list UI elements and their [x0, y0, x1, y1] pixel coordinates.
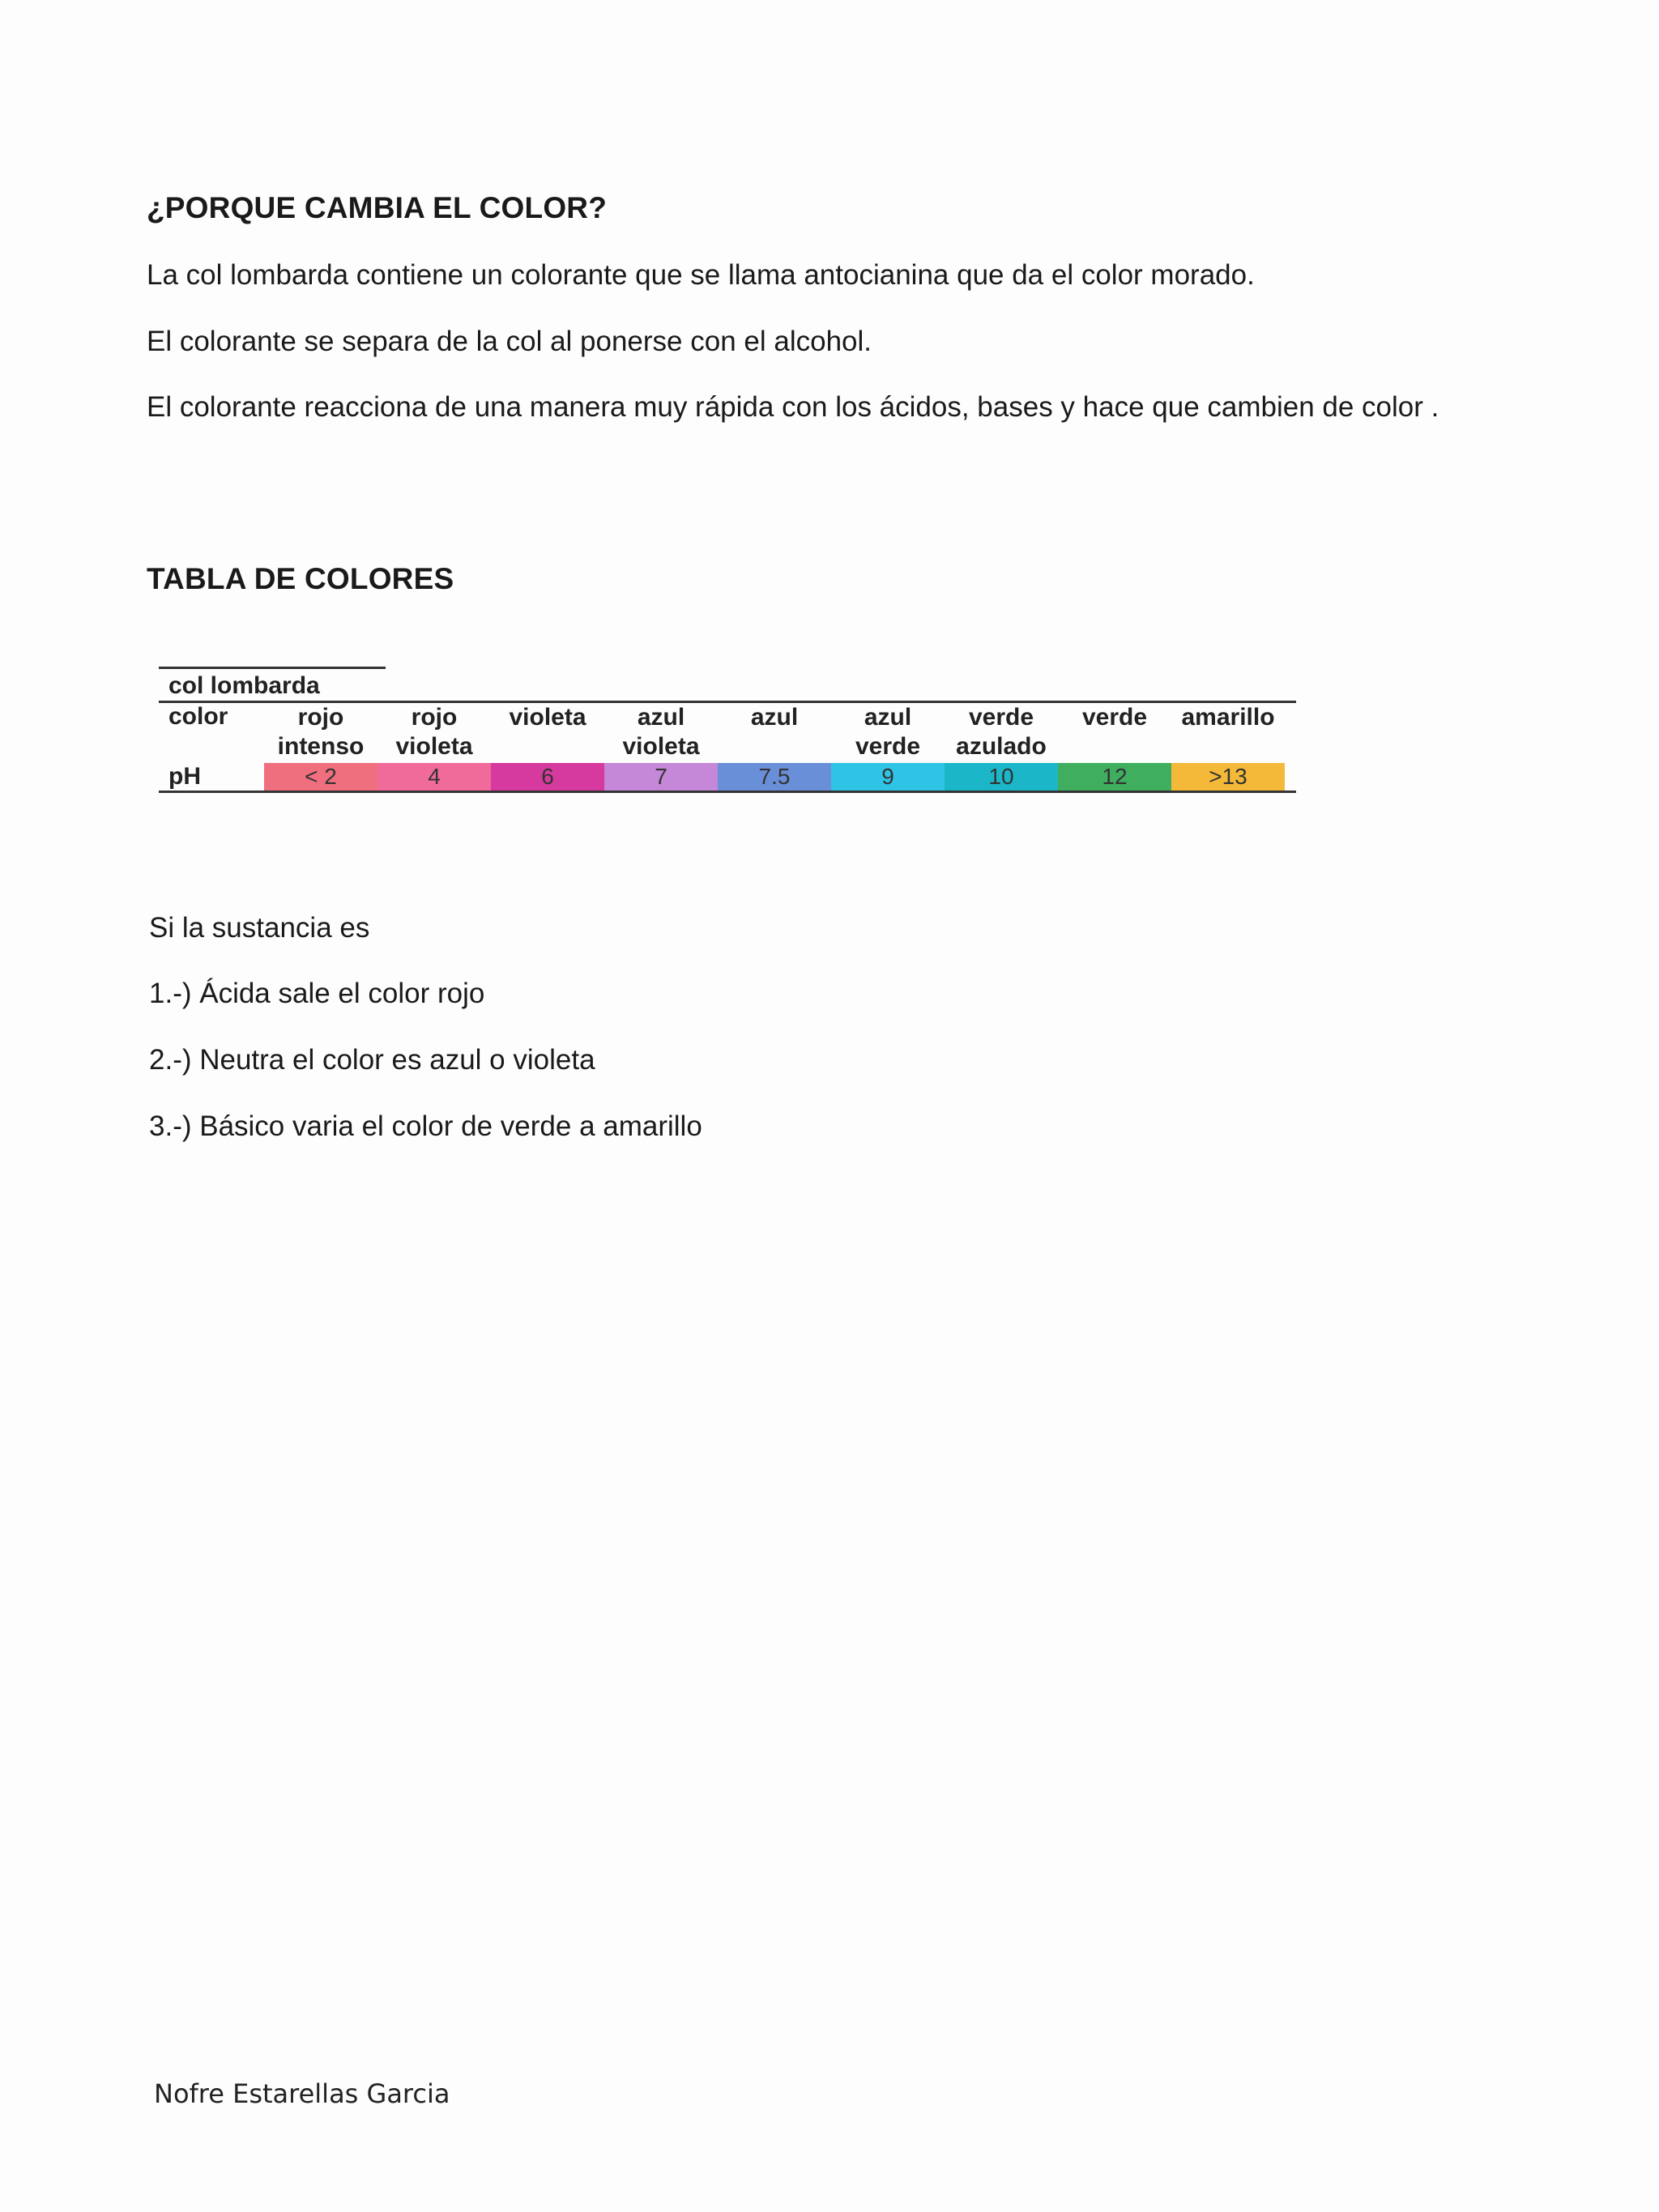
paragraph-2: El colorante se separa de la col al ponerse con el alcohol. — [147, 326, 872, 357]
list-item-acid: 1.-) Ácida sale el color rojo — [149, 978, 485, 1009]
row-label-color: color — [168, 703, 228, 730]
ph-swatch-cell: 7.5 — [718, 763, 831, 791]
ph-swatch-cell: 4 — [377, 763, 491, 791]
color-name-cell: amarillo — [1181, 704, 1275, 731]
color-name-cell: verde azulado — [956, 704, 1047, 760]
list-item-neutral: 2.-) Neutra el color es azul o violeta — [149, 1044, 595, 1076]
color-name-cell: verde — [1081, 704, 1148, 731]
color-name-cell: azul violeta — [622, 704, 700, 760]
ph-swatch-cell: 7 — [604, 763, 718, 791]
table-top-rule — [159, 667, 386, 669]
table-bottom-rule — [159, 791, 1296, 793]
author-name: Nofre Estarellas Garcia — [154, 2078, 450, 2109]
color-name-cell: violeta — [509, 704, 586, 731]
color-name-cell: rojo violeta — [395, 704, 473, 760]
section-heading-color-table: TABLA DE COLORES — [147, 562, 454, 595]
ph-color-table — [159, 664, 1296, 794]
section-heading-why-color: ¿PORQUE CAMBIA EL COLOR? — [147, 191, 608, 224]
list-intro: Si la sustancia es — [149, 912, 370, 944]
color-name-cell: rojo intenso — [277, 704, 365, 760]
ph-swatch-cell: 6 — [491, 763, 604, 791]
ph-swatch-cell: 12 — [1058, 763, 1171, 791]
color-name-cell: azul verde — [855, 704, 921, 760]
ph-swatch-cell: 10 — [945, 763, 1058, 791]
row-label-ph: pH — [168, 763, 201, 790]
paragraph-3: El colorante reacciona de una manera muy rápida con los ácidos, bases y hace que cambien de color . — [147, 391, 1439, 423]
ph-swatch-cell: >13 — [1171, 763, 1285, 791]
ph-swatch-cell: 9 — [831, 763, 945, 791]
paragraph-1: La col lombarda contiene un colorante que se llama antocianina que da el color morado. — [147, 259, 1255, 291]
ph-swatch-cell: < 2 — [264, 763, 377, 791]
list-item-basic: 3.-) Básico varia el color de verde a amarillo — [149, 1110, 702, 1142]
table-title: col lombarda — [168, 672, 320, 699]
color-name-cell: azul — [750, 704, 799, 731]
